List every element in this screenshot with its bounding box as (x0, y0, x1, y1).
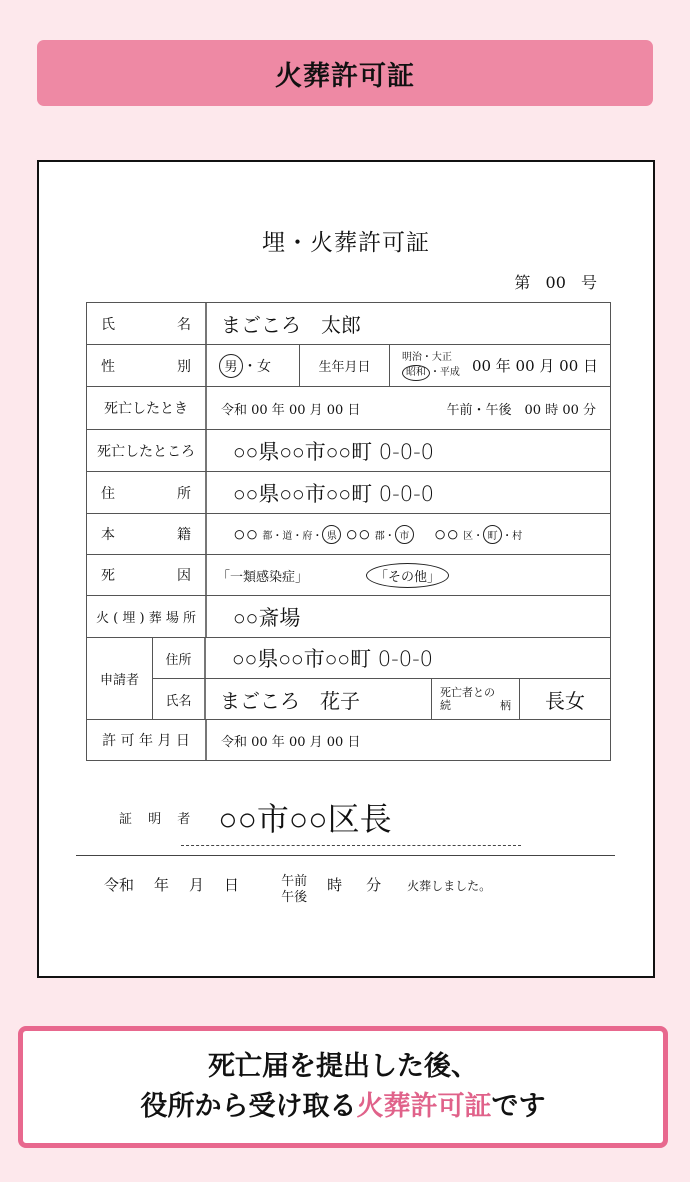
era-selected: 昭和 (402, 365, 430, 381)
address-value: ○○県○○市○○町 0-0-0 (233, 481, 435, 506)
permit-table (86, 302, 611, 761)
footer-ampm (281, 874, 307, 906)
label-applicant: 申請者 (87, 638, 153, 719)
row-cause (87, 555, 610, 596)
label-permit-date: 許 可 年 月 日 (87, 720, 207, 760)
signature-dashed-line (181, 845, 521, 846)
town-selected: 町 (483, 525, 502, 544)
number-suffix: 号 (580, 273, 597, 292)
applicant-address-value: ○○県○○市○○町 0-0-0 (232, 647, 434, 671)
explanation-callout (18, 1026, 668, 1148)
label-part: 籍 (177, 527, 191, 543)
deceased-name: まごころ 太郎 (221, 313, 361, 337)
divider-line (76, 855, 615, 856)
document-title: 埋・火葬許可証 (262, 230, 430, 256)
permit-document (37, 160, 655, 978)
number-value: 00 (545, 273, 566, 292)
label-domicile (87, 514, 207, 554)
town-options-post: ・村 (502, 530, 523, 542)
pref-options: 都・道・府・ (262, 530, 323, 542)
label-applicant-address: 住所 (153, 638, 206, 678)
footer-era: 令和 (104, 876, 135, 894)
era-rest: ・平成 (429, 366, 460, 378)
pref-selected: 県 (322, 525, 341, 544)
footer-pm: 午後 (281, 890, 308, 905)
birth-date: 00 年 00 月 00 日 (471, 357, 599, 375)
label-part: 住 (101, 485, 115, 502)
label-part: 因 (177, 568, 191, 584)
city-options: 郡・ (374, 530, 395, 542)
era-line2 (402, 365, 460, 381)
relation-value: 長女 (519, 679, 610, 719)
death-place-value: ○○県○○市○○町 0-0-0 (233, 439, 435, 464)
footer-hour: 時 (327, 876, 343, 894)
label-death-time: 死亡したとき (87, 387, 207, 429)
death-date: 令和 00 年 00 月 00 日 (221, 402, 361, 418)
era-options (402, 351, 460, 381)
certifier-value: ○○市○○区長 (218, 800, 392, 838)
relation-label (431, 679, 519, 719)
cause-option-other-selected: 「その他」 (366, 563, 449, 588)
callout-highlight: 火葬許可証 (356, 1091, 492, 1122)
number-prefix: 第 (514, 273, 531, 292)
death-time: 00 時 00 分 (524, 402, 596, 418)
relation-label-line1: 死亡者との (440, 686, 495, 699)
label-part: 続 (440, 699, 451, 712)
town-options-pre: 区・ (463, 530, 484, 542)
sex-separator: ・ (243, 358, 257, 375)
death-time-value (207, 387, 610, 429)
footer-month: 月 (189, 876, 205, 894)
label-part: 別 (177, 358, 191, 375)
document-number (514, 270, 597, 293)
row-death-time (87, 387, 610, 430)
label-name (87, 303, 207, 344)
row-domicile (87, 514, 610, 555)
footer-minute: 分 (366, 876, 382, 894)
city-name: ○○ (345, 521, 371, 546)
applicant-name-row (153, 679, 610, 719)
label-cause (87, 555, 207, 595)
callout-line2-pre: 役所から受け取る (140, 1091, 357, 1122)
cause-option-infectious: 「一類感染症」 (217, 569, 309, 585)
applicant-name-value: まごころ 花子 (220, 688, 360, 713)
domicile-value (207, 514, 610, 554)
row-crematorium (87, 596, 610, 638)
city-selected: 市 (395, 525, 414, 544)
era-line1: 明治・大正 (401, 351, 452, 363)
death-ampm: 午前・午後 (446, 402, 512, 418)
row-name (87, 303, 610, 345)
header-banner (37, 40, 653, 106)
row-death-place (87, 430, 610, 472)
label-part: 性 (101, 358, 115, 375)
birth-label: 生年月日 (299, 345, 389, 386)
relation-label-line2 (440, 699, 511, 712)
footer-note: 火葬しました。 (407, 879, 492, 893)
label-part: 柄 (500, 699, 511, 712)
pref-name: ○○ (233, 521, 259, 546)
callout-line2 (141, 1087, 546, 1127)
label-part: 所 (177, 485, 191, 502)
certifier-label: 証 明 者 (119, 811, 197, 827)
row-address (87, 472, 610, 514)
header-title: 火葬許可証 (275, 60, 415, 92)
crematorium-value: ○○斎場 (233, 605, 301, 630)
label-part: 氏 (101, 316, 115, 333)
label-part: 死 (101, 568, 115, 584)
row-applicant (87, 638, 610, 720)
label-part: 本 (101, 527, 115, 543)
row-permit-date (87, 720, 610, 760)
town-name: ○○ (433, 521, 460, 546)
sex-male-selected: 男 (219, 354, 243, 378)
cause-value (207, 555, 610, 595)
callout-line1: 死亡届を提出した後、 (208, 1051, 478, 1082)
death-clock (446, 399, 596, 418)
applicant-details (153, 638, 610, 719)
sex-options (207, 345, 299, 386)
label-applicant-name: 氏名 (153, 679, 206, 719)
footer-year: 年 (154, 876, 170, 894)
sex-female: 女 (257, 358, 271, 375)
label-part: 名 (177, 316, 191, 333)
callout-line2-post: です (491, 1091, 546, 1122)
label-crematorium: 火 ( 埋 ) 葬 場 所 (87, 596, 207, 637)
footer-am: 午前 (281, 874, 308, 889)
birth-date-cell (389, 345, 610, 386)
footer-day: 日 (224, 876, 240, 894)
row-sex (87, 345, 610, 387)
label-sex (87, 345, 207, 386)
applicant-address-row (153, 638, 610, 679)
cremation-record-row (104, 874, 491, 906)
permit-date-value: 令和 00 年 00 月 00 日 (221, 734, 361, 750)
label-address (87, 472, 207, 513)
certifier-row (119, 794, 392, 840)
label-death-place: 死亡したところ (87, 430, 207, 471)
